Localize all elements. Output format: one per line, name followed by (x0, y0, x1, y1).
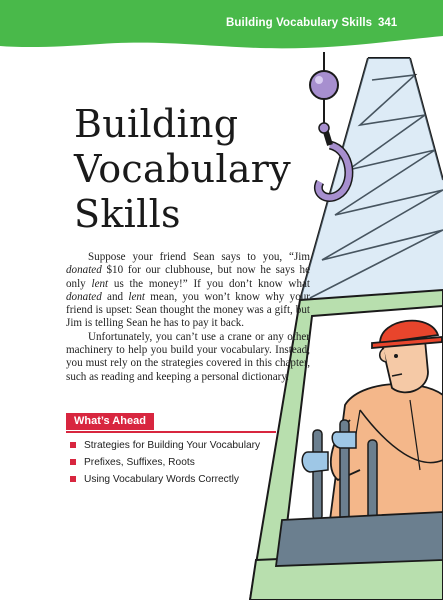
text-run: and (101, 290, 129, 303)
page-number: 341 (378, 17, 398, 29)
text-run: mean, you won’t know why your friend is upset: Sean thought the money was a gift, but Jim is telling Sean he has to pay it back. (66, 290, 310, 330)
chapter-title-line: Skills (74, 192, 181, 236)
intro-paragraph (66, 251, 310, 331)
square-bullet-icon (70, 442, 76, 448)
list-item (70, 471, 260, 488)
whats-ahead-rule (66, 431, 276, 433)
text-run: Suppose your friend Sean says to you, “Jim (88, 251, 310, 263)
whats-ahead-label: What’s Ahead (66, 413, 154, 430)
text-run: us the money!” If you don’t know what (108, 277, 310, 290)
text-run: $10 for our clubhouse, but now he says he only (66, 264, 310, 290)
square-bullet-icon (70, 476, 76, 482)
list-item (70, 454, 260, 471)
italic-term: donated (66, 290, 102, 303)
list-item-text: Prefixes, Suffixes, Roots (84, 457, 195, 468)
intro-text (66, 251, 310, 384)
italic-term: donated (66, 264, 102, 277)
text-run: Unfortunately, you can’t use a crane or any other machinery to help you build your vocabulary. Instead, you must rely on the strategies covered in this chapter, such as reading and keeping a personal dictionary. (66, 330, 310, 383)
list-item-text: Strategies for Building Your Vocabulary (84, 440, 261, 451)
list-item (70, 437, 260, 454)
chapter-title-line: Vocabulary (74, 147, 292, 191)
intro-paragraph (66, 331, 310, 384)
running-head: Building Vocabulary Skills (226, 17, 373, 29)
chapter-title-line: Building (74, 102, 239, 146)
whats-ahead-list (70, 437, 260, 488)
italic-term: lent (91, 277, 109, 290)
list-item-text: Using Vocabulary Words Correctly (84, 474, 239, 485)
chapter-title (74, 102, 291, 237)
square-bullet-icon (70, 459, 76, 465)
italic-term: lent (128, 290, 145, 303)
